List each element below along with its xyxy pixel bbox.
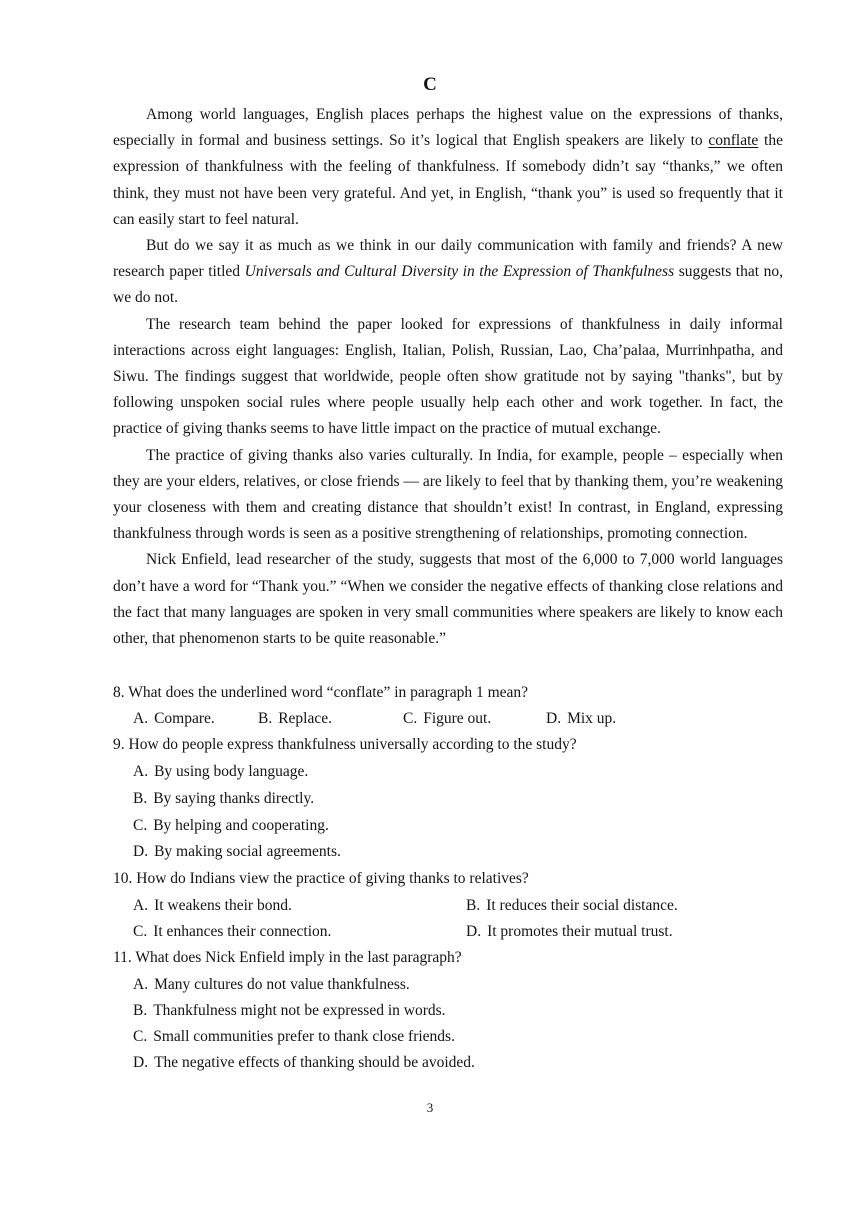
option-text: Thankfulness might not be expressed in words. xyxy=(153,1002,446,1019)
question-10-option-b xyxy=(466,893,678,919)
paragraph-5: Nick Enfield, lead researcher of the study, suggests that most of the 6,000 to 7,000 world languages don’t have a word for “Thank you.” “When we consider the negative effects of thanking close relations and the fact that many languages are spoken in very small communities where speakers are likely to know each other, that phenomenon starts to be quite reasonable.” xyxy=(113,551,783,648)
option-text: It reduces their social distance. xyxy=(486,897,678,914)
option-label: A. xyxy=(133,710,149,727)
paragraph-2 xyxy=(113,233,783,312)
option-label: A. xyxy=(133,763,149,780)
option-label: A. xyxy=(133,897,149,914)
paragraph-1-text-a: Among world languages, English places perhaps the highest value on the expressions of thanks, especially in formal and business settings. So it’s logical that English speakers are likely to xyxy=(113,106,783,150)
option-text: It promotes their mutual trust. xyxy=(487,923,673,940)
question-8-option-d xyxy=(546,706,616,732)
option-label: B. xyxy=(466,897,481,914)
option-text: By helping and cooperating. xyxy=(153,817,329,834)
option-label: B. xyxy=(258,710,273,727)
question-10-stem: 10. How do Indians view the practice of giving thanks to relatives? xyxy=(113,870,529,887)
option-label: D. xyxy=(133,843,149,860)
option-text: Compare. xyxy=(154,710,215,727)
option-label: D. xyxy=(133,1054,149,1071)
option-label: C. xyxy=(133,923,148,940)
question-8-option-b xyxy=(258,706,332,732)
paragraph-2-text-a: But do we say it as much as we think in our daily communication with family and friends? A new research paper titled xyxy=(113,237,783,281)
page-number: 3 xyxy=(426,1100,434,1115)
question-11-option-a xyxy=(133,972,410,998)
question-10-option-c xyxy=(133,919,331,945)
option-text: By making social agreements. xyxy=(154,843,341,860)
paragraph-2-text-b: suggests that no, we do not. xyxy=(113,263,783,307)
option-label: D. xyxy=(546,710,562,727)
question-8-option-a xyxy=(133,706,215,732)
underlined-word: conflate xyxy=(708,132,759,150)
question-11-option-d xyxy=(133,1050,475,1076)
reading-passage xyxy=(113,102,783,652)
option-text: It enhances their connection. xyxy=(153,923,332,940)
option-label: C. xyxy=(133,1028,148,1045)
question-10-option-d xyxy=(466,919,673,945)
question-9-stem: 9. How do people express thankfulness universally according to the study? xyxy=(113,736,577,753)
option-label: D. xyxy=(466,923,482,940)
option-text: Mix up. xyxy=(567,710,617,727)
option-text: Replace. xyxy=(278,710,333,727)
option-label: C. xyxy=(403,710,418,727)
paragraph-1 xyxy=(113,102,783,233)
option-text: Figure out. xyxy=(423,710,492,727)
question-9-option-b xyxy=(133,786,314,812)
paragraph-3: The research team behind the paper looked for expressions of thankfulness in daily informal interactions across eight languages: English, Italian, Polish, Russian, Lao, Cha’palaa, Murrinhpatha, and Siwu. The findings suggest that worldwide, people often show gratitude not by saying "thanks", but by following unspoken social rules where people usually help each other and work together. In fact, the practice of giving thanks seems to have little impact on the practice of mutual exchange. xyxy=(113,315,783,438)
question-10-option-a xyxy=(133,893,292,919)
question-11-option-c xyxy=(133,1024,455,1050)
question-9-option-d xyxy=(133,839,341,865)
paragraph-1-text-b: the expression of thankfulness with the feeling of thankfulness. If somebody didn’t say “thanks,” we often think, they must not have been very grateful. And yet, in English, “thank you” is used so frequently that it can easily start to feel natural. xyxy=(113,132,783,228)
option-text: Small communities prefer to thank close friends. xyxy=(153,1028,455,1045)
question-11-stem: 11. What does Nick Enfield imply in the last paragraph? xyxy=(113,949,462,966)
paper-title: Universals and Cultural Diversity in the Expression of Thankfulness xyxy=(244,263,675,281)
question-9-option-c xyxy=(133,813,329,839)
paragraph-4: The practice of giving thanks also varies culturally. In India, for example, people – especially when they are your elders, relatives, or close friends — are likely to feel that by thanking them, you’re weakening your closeness with them and creating distance that shouldn’t exist! In contrast, in England, expressing thankfulness through words is seen as a positive strengthening of relationships, promoting connection. xyxy=(113,446,783,543)
option-text: By using body language. xyxy=(154,763,309,780)
option-text: Many cultures do not value thankfulness. xyxy=(154,976,410,993)
question-9-option-a xyxy=(133,759,308,785)
option-label: B. xyxy=(133,1002,148,1019)
section-title: C xyxy=(423,74,437,95)
option-text: By saying thanks directly. xyxy=(153,790,315,807)
option-text: It weakens their bond. xyxy=(154,897,292,914)
question-8-option-c xyxy=(403,706,491,732)
question-8-stem: 8. What does the underlined word “conflate” in paragraph 1 mean? xyxy=(113,684,529,701)
option-label: C. xyxy=(133,817,148,834)
option-text: The negative effects of thanking should be avoided. xyxy=(154,1054,475,1071)
option-label: A. xyxy=(133,976,149,993)
option-label: B. xyxy=(133,790,148,807)
question-11-option-b xyxy=(133,998,446,1024)
